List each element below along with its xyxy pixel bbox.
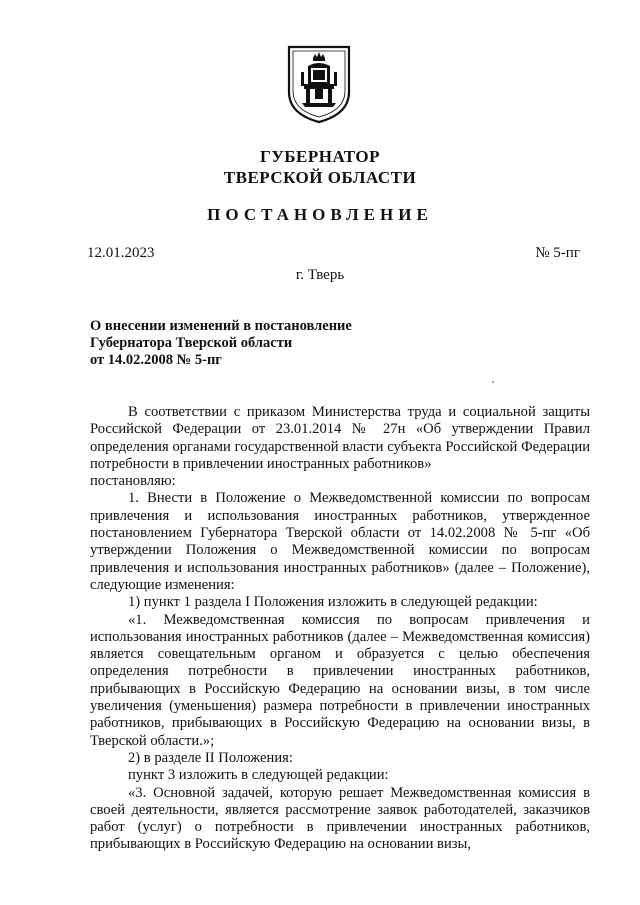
tver-coat-of-arms-icon xyxy=(286,44,352,124)
document-subject xyxy=(90,318,352,369)
body-paragraph: пункт 3 изложить в следующей редакции: xyxy=(128,767,389,784)
issuer-region: ТВЕРСКОЙ ОБЛАСТИ xyxy=(223,168,417,187)
subject-line: от 14.02.2008 № 5-пг xyxy=(90,352,222,368)
body-paragraph: постановляю: xyxy=(90,473,176,490)
document-date: 12.01.2023 xyxy=(87,245,155,261)
document-number: № 5-пг xyxy=(535,245,580,261)
document-body xyxy=(90,404,590,854)
document-city: г. Тверь xyxy=(295,267,345,283)
subject-line: О внесении изменений в постановление xyxy=(90,318,352,334)
issuer-title: ГУБЕРНАТОР xyxy=(260,147,380,166)
scan-speck xyxy=(492,381,494,383)
body-paragraph: 2) в разделе II Положения: xyxy=(128,749,293,766)
document-type: ПОСТАНОВЛЕНИЕ xyxy=(207,205,433,224)
body-paragraph: «1. Межведомственная комиссия по вопросам привлечения и использования иностранных работников (далее – Межведомственная комиссия) является совещательным органом и образуется с целью обеспечения определения потребности в привлечении иностранных работников, прибывающих в Российскую Федерацию на основании визы, в том числе увеличения (уменьшения) размера потребности в привлечении иностранных работников, прибывающих в Российскую Федерацию на основании визы, в Тверской области.»; xyxy=(90,611,590,749)
body-paragraph: В соответствии с приказом Министерства труда и социальной защиты Российской Федерации от 23.01.2014 № 27н «Об утверждении Правил определения органами государственной власти субъекта Российской Федерации потребности в привлечении иностранных работников» xyxy=(90,404,590,472)
body-paragraph: 1) пункт 1 раздела I Положения изложить в следующей редакции: xyxy=(128,594,538,611)
subject-line: Губернатора Тверской области xyxy=(90,335,293,351)
body-paragraph: 1. Внести в Положение о Межведомственной комиссии по вопросам привлечения и использования иностранных работников, утвержденное постановлением Губернатора Тверской области от 14.02.2008 № 5-пг «Об утверждении Положения о Межведомственной комиссии по вопросам привлечения и использования иностранных работников» (далее – Положение), следующие изменения: xyxy=(90,490,590,593)
body-paragraph: «3. Основной задачей, которую решает Межведомственная комиссия в своей деятельности, является рассмотрение заявок работодателей, заказчиков работ (услуг) о потребности в привлечении иностранных работников, прибывающих в Российскую Федерацию на основании визы, xyxy=(90,784,590,853)
